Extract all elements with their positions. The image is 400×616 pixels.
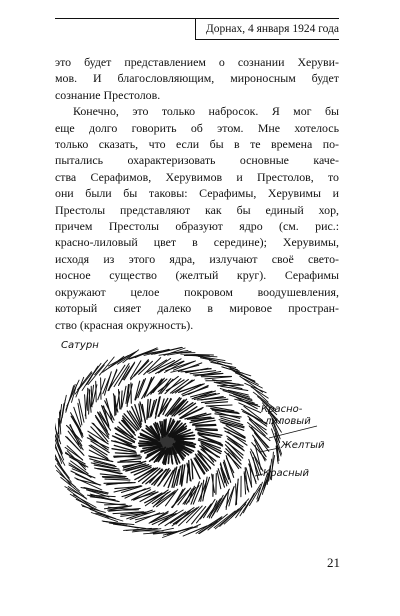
text-line: сознание Престолов. <box>55 87 161 102</box>
running-header <box>55 18 339 41</box>
label-red-lilac-line1: Красно- <box>261 404 303 415</box>
hatch-stroke <box>110 365 125 388</box>
hatch-stroke <box>162 422 163 436</box>
hatch-stroke <box>55 465 71 486</box>
text-line: они были бы таковы: Серафимы, Херувимы и <box>55 186 339 201</box>
label-red: Красный <box>263 468 310 479</box>
label-yellow: Желтый <box>281 440 325 451</box>
choir-diagram <box>55 330 339 550</box>
hatch-stroke <box>218 385 244 386</box>
running-title: Дорнах, 4 января 1924 года <box>195 19 339 40</box>
body-text <box>55 54 339 333</box>
label-red-lilac-line2: лиловый <box>265 416 311 427</box>
paragraph-1 <box>55 54 339 103</box>
hatch-stroke <box>182 466 183 486</box>
text-line: окружают целое покровом воодушевления, <box>55 284 339 299</box>
hatch-stroke <box>181 354 214 355</box>
hatch-stroke <box>62 400 65 418</box>
hatch-stroke <box>90 459 115 466</box>
page-number: 21 <box>327 555 340 570</box>
hatch-stroke <box>153 378 164 392</box>
text-line: еще долго говорить об этом. Мне хотелось <box>55 120 339 135</box>
hatch-stroke <box>180 384 203 392</box>
text-line: который сияет далеко в мировое простран- <box>55 301 339 316</box>
hatch-stroke <box>90 457 113 462</box>
text-line: ства Серафимов, Херувимов и Престолов, то <box>55 169 339 184</box>
hatch-stroke <box>196 425 216 426</box>
text-line: только сказать, что если бы в те времена по- <box>55 137 339 152</box>
hatch-stroke <box>96 513 123 521</box>
hatch-stroke <box>122 386 126 407</box>
text-line: носное существо (желтый круг). Серафимы <box>55 268 339 283</box>
hatch-stroke <box>103 376 110 394</box>
hatch-stroke <box>105 479 130 480</box>
text-line: исходя из этого ядра, излучают своё свето- <box>55 251 339 266</box>
hatch-stroke <box>115 453 136 454</box>
hatch-stroke <box>105 372 112 395</box>
text-line: пытались охарактеризовать основные каче- <box>55 153 339 168</box>
hatch-stroke <box>96 381 97 402</box>
hatch-stroke <box>250 488 260 506</box>
hatch-stroke <box>206 405 232 406</box>
hatch-stroke <box>199 518 222 534</box>
text-line: Престолы представляют как бы единый хор, <box>55 202 339 217</box>
label-saturn: Сатурн <box>61 340 99 351</box>
text-line: причем Престолы образуют ядро (см. рис.: <box>55 219 339 234</box>
text-line: это будет представлением о сознании Херуви- <box>55 55 339 69</box>
text-line: красно-лиловый цвет в середине); Херувимы, <box>55 235 339 250</box>
hatch-stroke <box>102 477 124 478</box>
hatch-stroke <box>215 414 241 417</box>
diagram-core <box>157 433 185 455</box>
hatch-stroke <box>108 370 117 390</box>
paragraph-2 <box>55 103 339 333</box>
text-line: Конечно, это только набросок. Я мог бы <box>73 104 339 119</box>
text-line: ство (красная окружность). <box>55 317 194 332</box>
hatch-stroke <box>139 444 159 445</box>
hatch-stroke <box>165 419 166 434</box>
text-line: мов. И благословляющим, мироносным будет <box>55 71 339 86</box>
hatch-stroke <box>120 459 140 462</box>
